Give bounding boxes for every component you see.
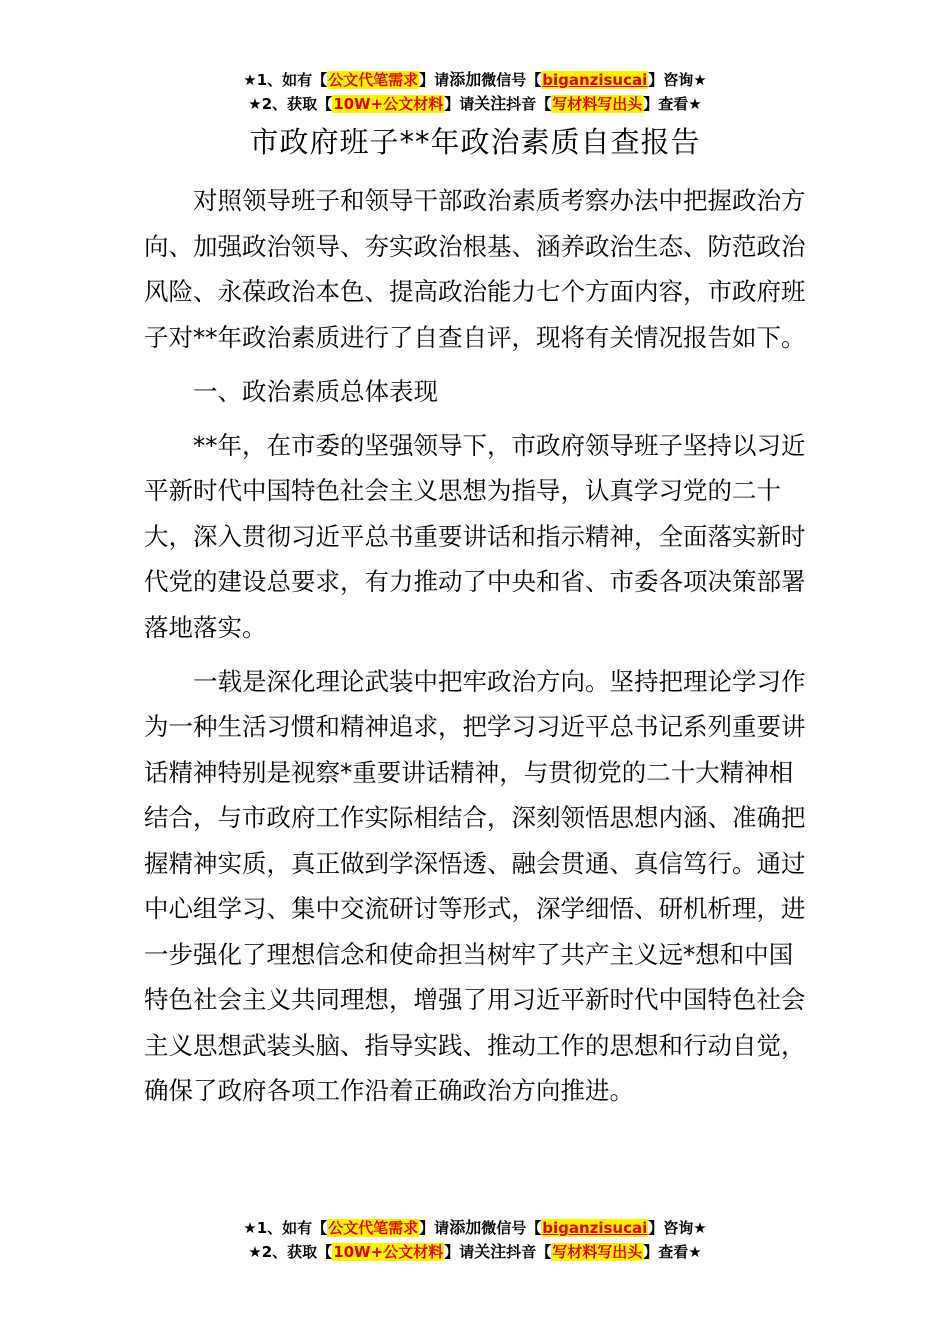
wechat-id-link[interactable]: biganzisucai [542, 1219, 648, 1237]
promo-text: 】请 [444, 1243, 475, 1261]
promo-highlight: 10W+公文材料 [333, 1243, 444, 1261]
promo-highlight: 写材料写出头 [552, 1243, 643, 1261]
promo-line-1 [0, 1216, 950, 1240]
promo-text: 】请 [419, 71, 450, 89]
promo-emphasis: 添加 [449, 70, 482, 89]
promo-text: 】咨询★ [648, 71, 707, 89]
promo-text: 】咨询★ [648, 1219, 707, 1237]
promo-banner-bottom [0, 1216, 950, 1264]
promo-emphasis: 添加 [449, 1218, 482, 1237]
promo-text: 抖音【 [506, 1243, 552, 1261]
promo-text: 】请 [419, 1219, 450, 1237]
promo-text: 抖音【 [506, 95, 552, 113]
promo-line-2 [0, 92, 950, 116]
body-paragraph: **年，在市委的坚强领导下，市政府领导班子坚持以习近平新时代中国特色社会主义思想为指导，认真学习党的二十大，深入贯彻习近平总书重要讲话和指示精神，全面落实新时代党的建设总要求，有力推动了中央和省、市委各项决策部署落地落实。 [144, 430, 806, 642]
section-heading: 一、政治素质总体表现 [193, 376, 438, 406]
promo-highlight: 10W+公文材料 [333, 95, 444, 113]
promo-text: 】查看★ [643, 1243, 702, 1261]
promo-text: 】请 [444, 95, 475, 113]
promo-line-1 [0, 68, 950, 92]
promo-highlight: 写材料写出头 [552, 95, 643, 113]
promo-text: ★2、获取【 [248, 95, 333, 113]
promo-highlight: 公文代笔需求 [328, 1219, 419, 1237]
promo-text: ★1、如有【 [243, 1219, 328, 1237]
document-body [144, 178, 809, 1122]
promo-emphasis: 关注 [474, 94, 507, 113]
document-title: 市政府班子**年政治素质自查报告 [249, 125, 701, 159]
intro-paragraph: 对照领导班子和领导干部政治素质考察办法中把握政治方向、加强政治领导、夯实政治根基、涵养政治生态、防范政治风险、永葆政治本色、提高政治能力七个方面内容，市政府班子对**年政治素质进行了自查自评，现将有关情况报告如下。 [144, 186, 806, 352]
promo-highlight: 公文代笔需求 [328, 71, 419, 89]
body-paragraph: 一载是深化理论武装中把牢政治方向。坚持把理论学习作为一种生活习惯和精神追求，把学习习近平总书记系列重要讲话精神特别是视察*重要讲话精神，与贯彻党的二十大精神相结合，与市政府工作实际相结合，深刻领悟思想内涵、准确把握精神实质，真正做到学深悟透、融会贯通、真信笃行。通过中心组学习、集中交流研讨等形式，深学细悟、研机析理，进一步强化了理想信念和使命担当树牢了共产主义远*想和中国特色社会主义共同理想，增强了用习近平新时代中国特色社会主义思想武装头脑、指导实践、推动工作的思想和行动自觉，确保了政府各项工作沿着正确政治方向推进。 [144, 666, 806, 1105]
promo-line-2 [0, 1240, 950, 1264]
promo-emphasis: 关注 [474, 1242, 507, 1261]
promo-text: 微信号【 [481, 1219, 542, 1237]
promo-banner-top [0, 68, 950, 116]
promo-text: 】查看★ [643, 95, 702, 113]
promo-text: 微信号【 [481, 71, 542, 89]
promo-text: ★2、获取【 [248, 1243, 333, 1261]
promo-text: ★1、如有【 [243, 71, 328, 89]
wechat-id-link[interactable]: biganzisucai [542, 71, 648, 89]
